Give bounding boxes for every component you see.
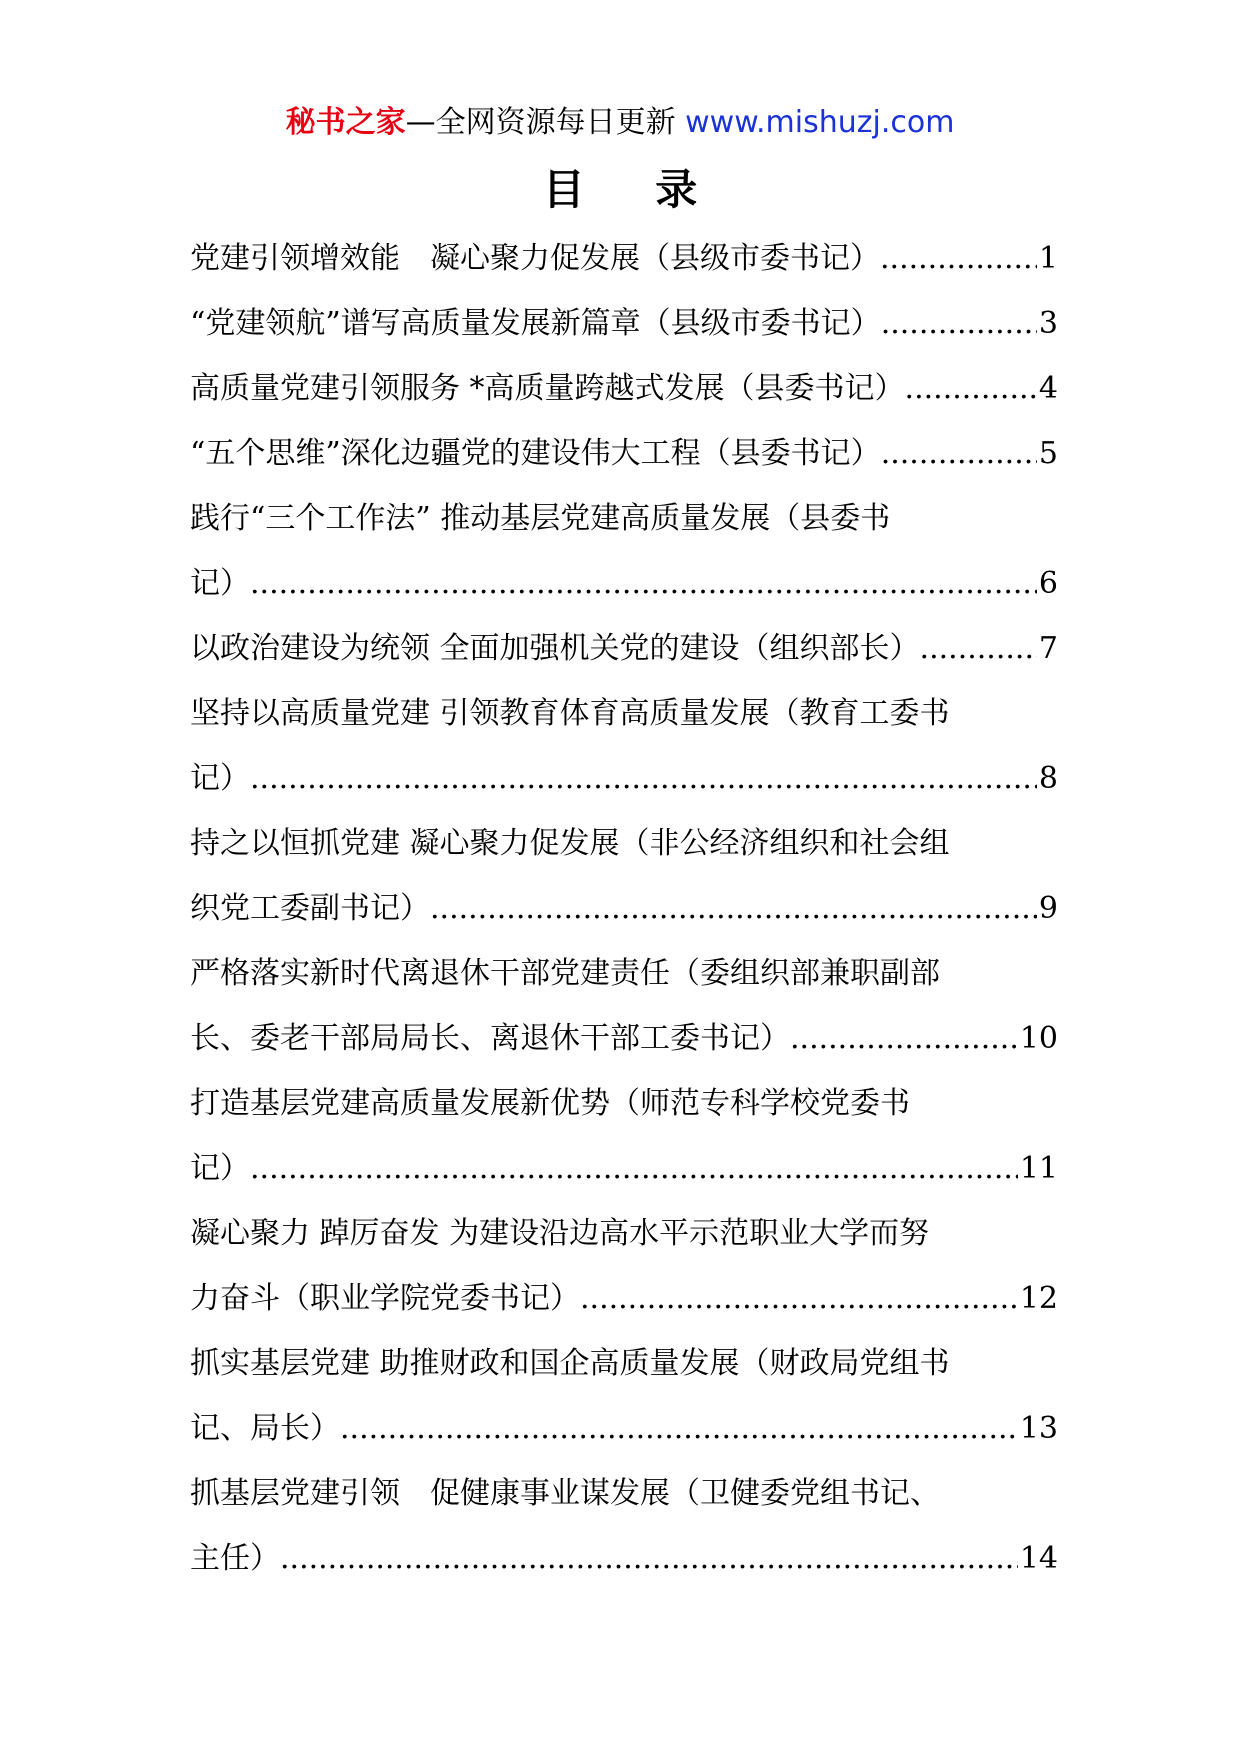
toc-leader-dots [430,876,1037,941]
toc-leader-dots [340,1396,1018,1461]
toc-entry-title: 力奋斗（职业学院党委书记） [190,1281,580,1316]
toc-entry-title-line1: 抓基层党建引领 促健康事业谋发展（卫健委党组书记、 [190,1476,940,1511]
slogan: —全网资源每日更新 [405,105,686,140]
table-of-contents [190,226,1058,1591]
toc-entry-9[interactable] [190,941,1058,1071]
toc-entry-title: “五个思维”深化边疆党的建设伟大工程（县委书记） [190,436,881,471]
toc-leader-dots [881,291,1037,356]
toc-page-number: 9 [1038,891,1058,926]
toc-entry-5[interactable] [190,486,1058,616]
toc-entry-title: 记） [190,566,250,601]
toc-leader-dots [280,1526,1018,1591]
toc-entry-title: “党建领航”谱写高质量发展新篇章（县级市委书记） [190,306,881,341]
toc-entry-12[interactable] [190,1331,1058,1461]
toc-entry-title: 长、委老干部局局长、离退休干部工委书记） [190,1021,790,1056]
toc-entry-4[interactable] [190,421,1058,486]
site-header [0,98,1240,148]
toc-leader-dots [250,551,1037,616]
toc-page-number: 12 [1019,1281,1058,1316]
toc-page-number: 7 [1038,631,1058,666]
toc-page-number: 1 [1038,241,1058,276]
toc-entry-10[interactable] [190,1071,1058,1201]
toc-page-number: 6 [1038,566,1058,601]
toc-page-number: 10 [1019,1021,1058,1056]
toc-entry-title-line1: 严格落实新时代离退休干部党建责任（委组织部兼职副部 [190,956,940,991]
toc-leader-dots [250,1136,1018,1201]
brand-name: 秘书之家 [285,105,406,140]
toc-leader-dots [905,356,1037,421]
toc-leader-dots [880,226,1037,291]
toc-entry-title: 织党工委副书记） [190,891,430,926]
page-title: 目 录 [542,165,726,214]
toc-leader-dots [920,616,1037,681]
toc-entry-3[interactable] [190,356,1058,421]
toc-entry-title: 记） [190,761,250,796]
toc-entry-1[interactable] [190,226,1058,291]
toc-entry-11[interactable] [190,1201,1058,1331]
toc-page-number: 11 [1019,1151,1058,1186]
toc-page-number: 5 [1038,436,1058,471]
toc-entry-title-line1: 持之以恒抓党建 凝心聚力促发展（非公经济组织和社会组 [190,826,950,861]
toc-leader-dots [881,421,1037,486]
toc-page-number: 4 [1038,371,1058,406]
toc-entry-title: 以政治建设为统领 全面加强机关党的建设（组织部长） [190,631,920,666]
toc-leader-dots [580,1266,1018,1331]
toc-entry-13[interactable] [190,1461,1058,1591]
toc-leader-dots [790,1006,1018,1071]
toc-entry-title-line1: 打造基层党建高质量发展新优势（师范专科学校党委书 [190,1086,910,1121]
toc-page-number: 13 [1019,1411,1058,1446]
toc-page-number: 3 [1038,306,1058,341]
toc-entry-8[interactable] [190,811,1058,941]
toc-leader-dots [250,746,1037,811]
toc-entry-title: 记、局长） [190,1411,340,1446]
site-url-link[interactable]: www.mishuzj.com [685,105,955,140]
toc-entry-7[interactable] [190,681,1058,811]
toc-entry-title: 记） [190,1151,250,1186]
toc-entry-title: 高质量党建引领服务 *高质量跨越式发展（县委书记） [190,371,905,406]
toc-entry-2[interactable] [190,291,1058,356]
toc-entry-title-line1: 抓实基层党建 助推财政和国企高质量发展（财政局党组书 [190,1346,950,1381]
toc-page-number: 14 [1019,1541,1058,1576]
toc-entry-6[interactable] [190,616,1058,681]
toc-page-number: 8 [1038,761,1058,796]
toc-entry-title-line1: 凝心聚力 踔厉奋发 为建设沿边高水平示范职业大学而努 [190,1216,930,1251]
toc-entry-title-line1: 践行“三个工作法” 推动基层党建高质量发展（县委书 [190,501,891,536]
toc-entry-title: 党建引领增效能 凝心聚力促发展（县级市委书记） [190,241,880,276]
toc-entry-title: 主任） [190,1541,280,1576]
toc-entry-title-line1: 坚持以高质量党建 引领教育体育高质量发展（教育工委书 [190,696,950,731]
